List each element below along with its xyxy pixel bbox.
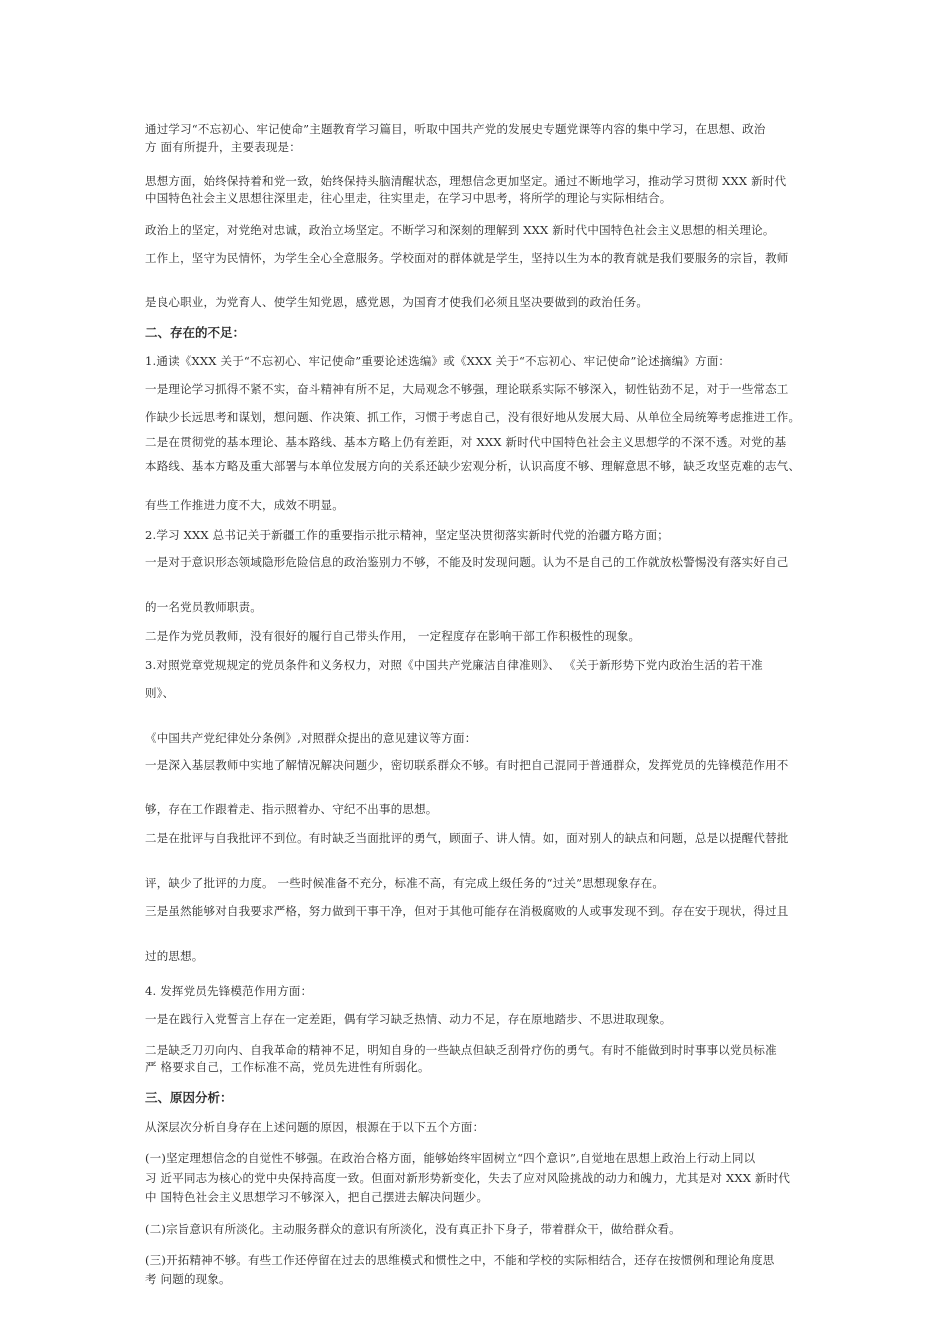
paragraph-line: 考 问题的现象。 [145, 1272, 231, 1286]
paragraph-line: 则》、 [145, 686, 175, 700]
paragraph-line: 《中国共产党纪律处分条例》,对照群众提出的意见建议等方面： [145, 731, 477, 745]
paragraph-line: 严 格要求自己，工作标准不高，党员先进性有所弱化。 [145, 1060, 430, 1074]
paragraph-line: 评，缺少了批评的力度。 一些时候准备不充分，标准不高，有完成上级任务的“过关”思想现象存在。 [145, 876, 665, 890]
paragraph-line: 政治上的坚定，对党绝对忠诚，政治立场坚定。不断学习和深刻的理解到 XXX 新时代中国特色社会主义思想的相关理论。 [145, 223, 775, 237]
paragraph-line: 4. 发挥党员先锋模范作用方面： [145, 984, 313, 998]
paragraph-line: 方 面有所提升，主要表现是： [145, 140, 301, 154]
paragraph-line: 从深层次分析自身存在上述问题的原因，根源在于以下五个方面： [145, 1120, 485, 1134]
paragraph-line: 三是虽然能够对自我要求严格，努力做到干事干净，但对于其他可能存在消极腐败的人或事发现不到。存在安于现状，得过且 [145, 904, 789, 918]
paragraph-line: 通过学习“不忘初心、牢记使命”主题教育学习篇目，听取中国共产党的发展史专题党课等内容的集中学习，在思想、政治 [145, 122, 766, 136]
paragraph-line: 过的思想。 [145, 949, 204, 963]
paragraph-line: 二是在批评与自我批评不到位。有时缺乏当面批评的勇气，顾面子、讲人情。如，面对别人的缺点和问题，总是以提醒代替批 [145, 831, 789, 845]
paragraph-line: 二是缺乏刀刃向内、自我革命的精神不足，明知自身的一些缺点但缺乏刮骨疗伤的勇气。有时不能做到时时事事以党员标准 [145, 1043, 777, 1057]
paragraph-line: 够，存在工作跟着走、指示照着办、守纪不出事的思想。 [145, 802, 438, 816]
paragraph-line: 中 国特色社会主义思想学习不够深入，把自己摆进去解决问题少。 [145, 1190, 489, 1204]
section-heading: 二、存在的不足： [145, 325, 246, 340]
paragraph-line: 二是作为党员教师，没有很好的履行自己带头作用， 一定程度存在影响干部工作积极性的现象。 [145, 629, 641, 643]
paragraph-line: 本路线、基本方略及重大部署与本单位发展方向的关系还缺少宏观分析，认识高度不够、理解意思不够，缺乏攻坚克难的志气、 [145, 459, 801, 473]
paragraph-line: 工作上，坚守为民情怀，为学生全心全意服务。学校面对的群体就是学生，坚持以生为本的教育就是我们要服务的宗旨，教师 [145, 251, 789, 265]
paragraph-line: 1.通读《XXX 关于“不忘初心、牢记使命”重要论述选编》或《XXX 关于“不忘初心、牢记使命”论述摘编》方面： [145, 354, 731, 368]
paragraph-line: 的一名党员教师职责。 [145, 600, 262, 614]
paragraph-line: 3.对照党章党规规定的党员条件和义务权力，对照《中国共产党廉洁自律准则》、 《关于新形势下党内政治生活的若干准 [145, 658, 763, 672]
section-heading: 三、原因分析： [145, 1090, 233, 1105]
paragraph-line: 作缺少长远思考和谋划，想问题、作决策、抓工作，习惯于考虑自己，没有很好地从发展大局、从单位全局统筹考虑推进工作。 [145, 410, 801, 424]
paragraph-line: (一)坚定理想信念的自觉性不够强。在政治合格方面，能够始终牢固树立“四个意识”,自觉地在思想上政治上行动上同以 [145, 1151, 756, 1165]
paragraph-line: 有些工作推进力度不大，成效不明显。 [145, 498, 344, 512]
paragraph-line: 二是在贯彻党的基本理论、基本路线、基本方略上仍有差距，对 XXX 新时代中国特色社会主义思想学的不深不透。对党的基 [145, 435, 787, 449]
paragraph-line: 一是在践行入党誓言上存在一定差距，偶有学习缺乏热情、动力不足，存在原地踏步、不思进取现象。 [145, 1012, 672, 1026]
paragraph-line: 是良心职业，为党育人、使学生知党恩，感党恩，为国育才使我们必须且坚决要做到的政治任务。 [145, 295, 649, 309]
paragraph-line: (二)宗旨意识有所淡化。主动服务群众的意识有所淡化，没有真正扑下身子，带着群众干，做给群众看。 [145, 1222, 681, 1236]
paragraph-line: (三)开拓精神不够。有些工作还停留在过去的思维模式和惯性之中，不能和学校的实际相结合，还存在按惯例和理论角度思 [145, 1253, 775, 1267]
paragraph-line: 习 近平同志为核心的党中央保持高度一致。但面对新形势新变化，失去了应对风险挑战的动力和魄力，尤其是对 XXX 新时代 [145, 1171, 791, 1185]
paragraph-line: 2.学习 XXX 总书记关于新疆工作的重要指示批示精神，坚定坚决贯彻落实新时代党的治疆方略方面； [145, 528, 669, 542]
paragraph-line: 思想方面，始终保持着和党一致，始终保持头脑清醒状态，理想信念更加坚定。通过不断地学习，推动学习贯彻 XXX 新时代 [145, 174, 787, 188]
paragraph-line: 一是理论学习抓得不紧不实，奋斗精神有所不足，大局观念不够强，理论联系实际不够深入，韧性钻劲不足，对于一些常态工 [145, 382, 789, 396]
paragraph-line: 一是对于意识形态领域隐形危险信息的政治鉴别力不够，不能及时发现问题。认为不是自己的工作就放松警惕没有落实好自己 [145, 555, 789, 569]
paragraph-line: 一是深入基层教师中实地了解情况解决问题少，密切联系群众不够。有时把自己混同于普通群众，发挥党员的先锋模范作用不 [145, 758, 789, 772]
paragraph-line: 中国特色社会主义思想往深里走，往心里走，往实里走，在学习中思考，将所学的理论与实际相结合。 [145, 191, 672, 205]
